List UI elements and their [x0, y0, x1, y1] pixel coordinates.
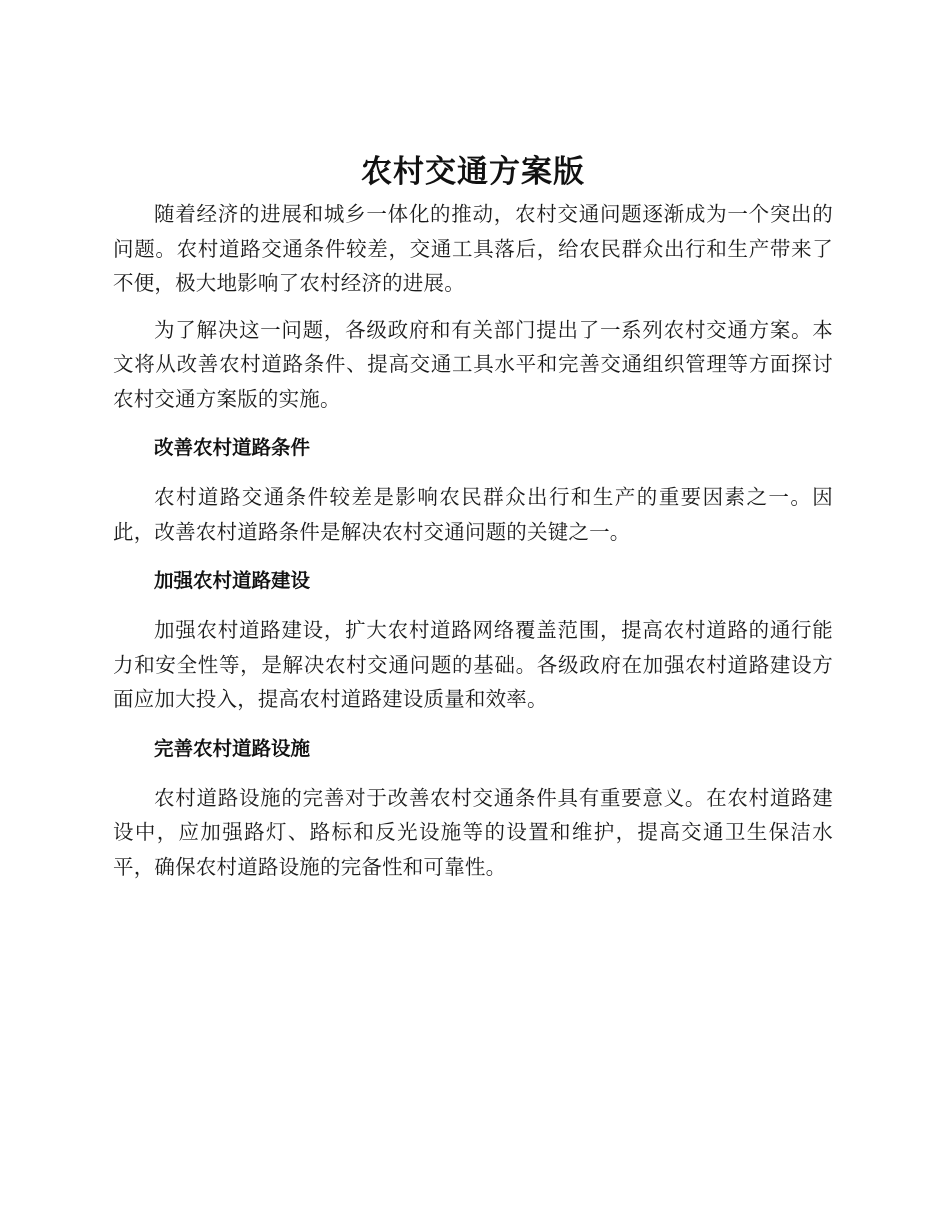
road-facilities-paragraph: 农村道路设施的完善对于改善农村交通条件具有重要意义。在农村道路建设中，应加强路灯、路标和反光设施等的设置和维护，提高交通卫生保洁水平，确保农村道路设施的完备性和可靠性。 — [113, 785, 833, 879]
road-conditions-paragraph: 农村道路交通条件较差是影响农民群众出行和生产的重要因素之一。因此，改善农村道路条件是解决农村交通问题的关键之一。 — [113, 485, 833, 544]
document-page — [113, 150, 833, 896]
section-heading-strengthen-road-construction: 加强农村道路建设 — [153, 569, 310, 592]
purpose-paragraph: 为了解决这一问题，各级政府和有关部门提出了一系列农村交通方案。本文将从改善农村道路条件、提高交通工具水平和完善交通组织管理等方面探讨农村交通方案版的实施。 — [113, 317, 833, 411]
intro-paragraph: 随着经济的进展和城乡一体化的推动，农村交通问题逐渐成为一个突出的问题。农村道路交通条件较差，交通工具落后，给农民群众出行和生产带来了不便，极大地影响了农村经济的进展。 — [113, 202, 833, 295]
document-title: 农村交通方案版 — [361, 154, 585, 190]
road-construction-paragraph: 加强农村道路建设，扩大农村道路网络覆盖范围，提高农村道路的通行能力和安全性等，是解决农村交通问题的基础。各级政府在加强农村道路建设方面应加大投入，提高农村道路建设质量和效率。 — [113, 618, 833, 711]
section-heading-improve-road-facilities: 完善农村道路设施 — [153, 736, 310, 760]
section-heading-improve-road-conditions: 改善农村道路条件 — [153, 436, 310, 459]
